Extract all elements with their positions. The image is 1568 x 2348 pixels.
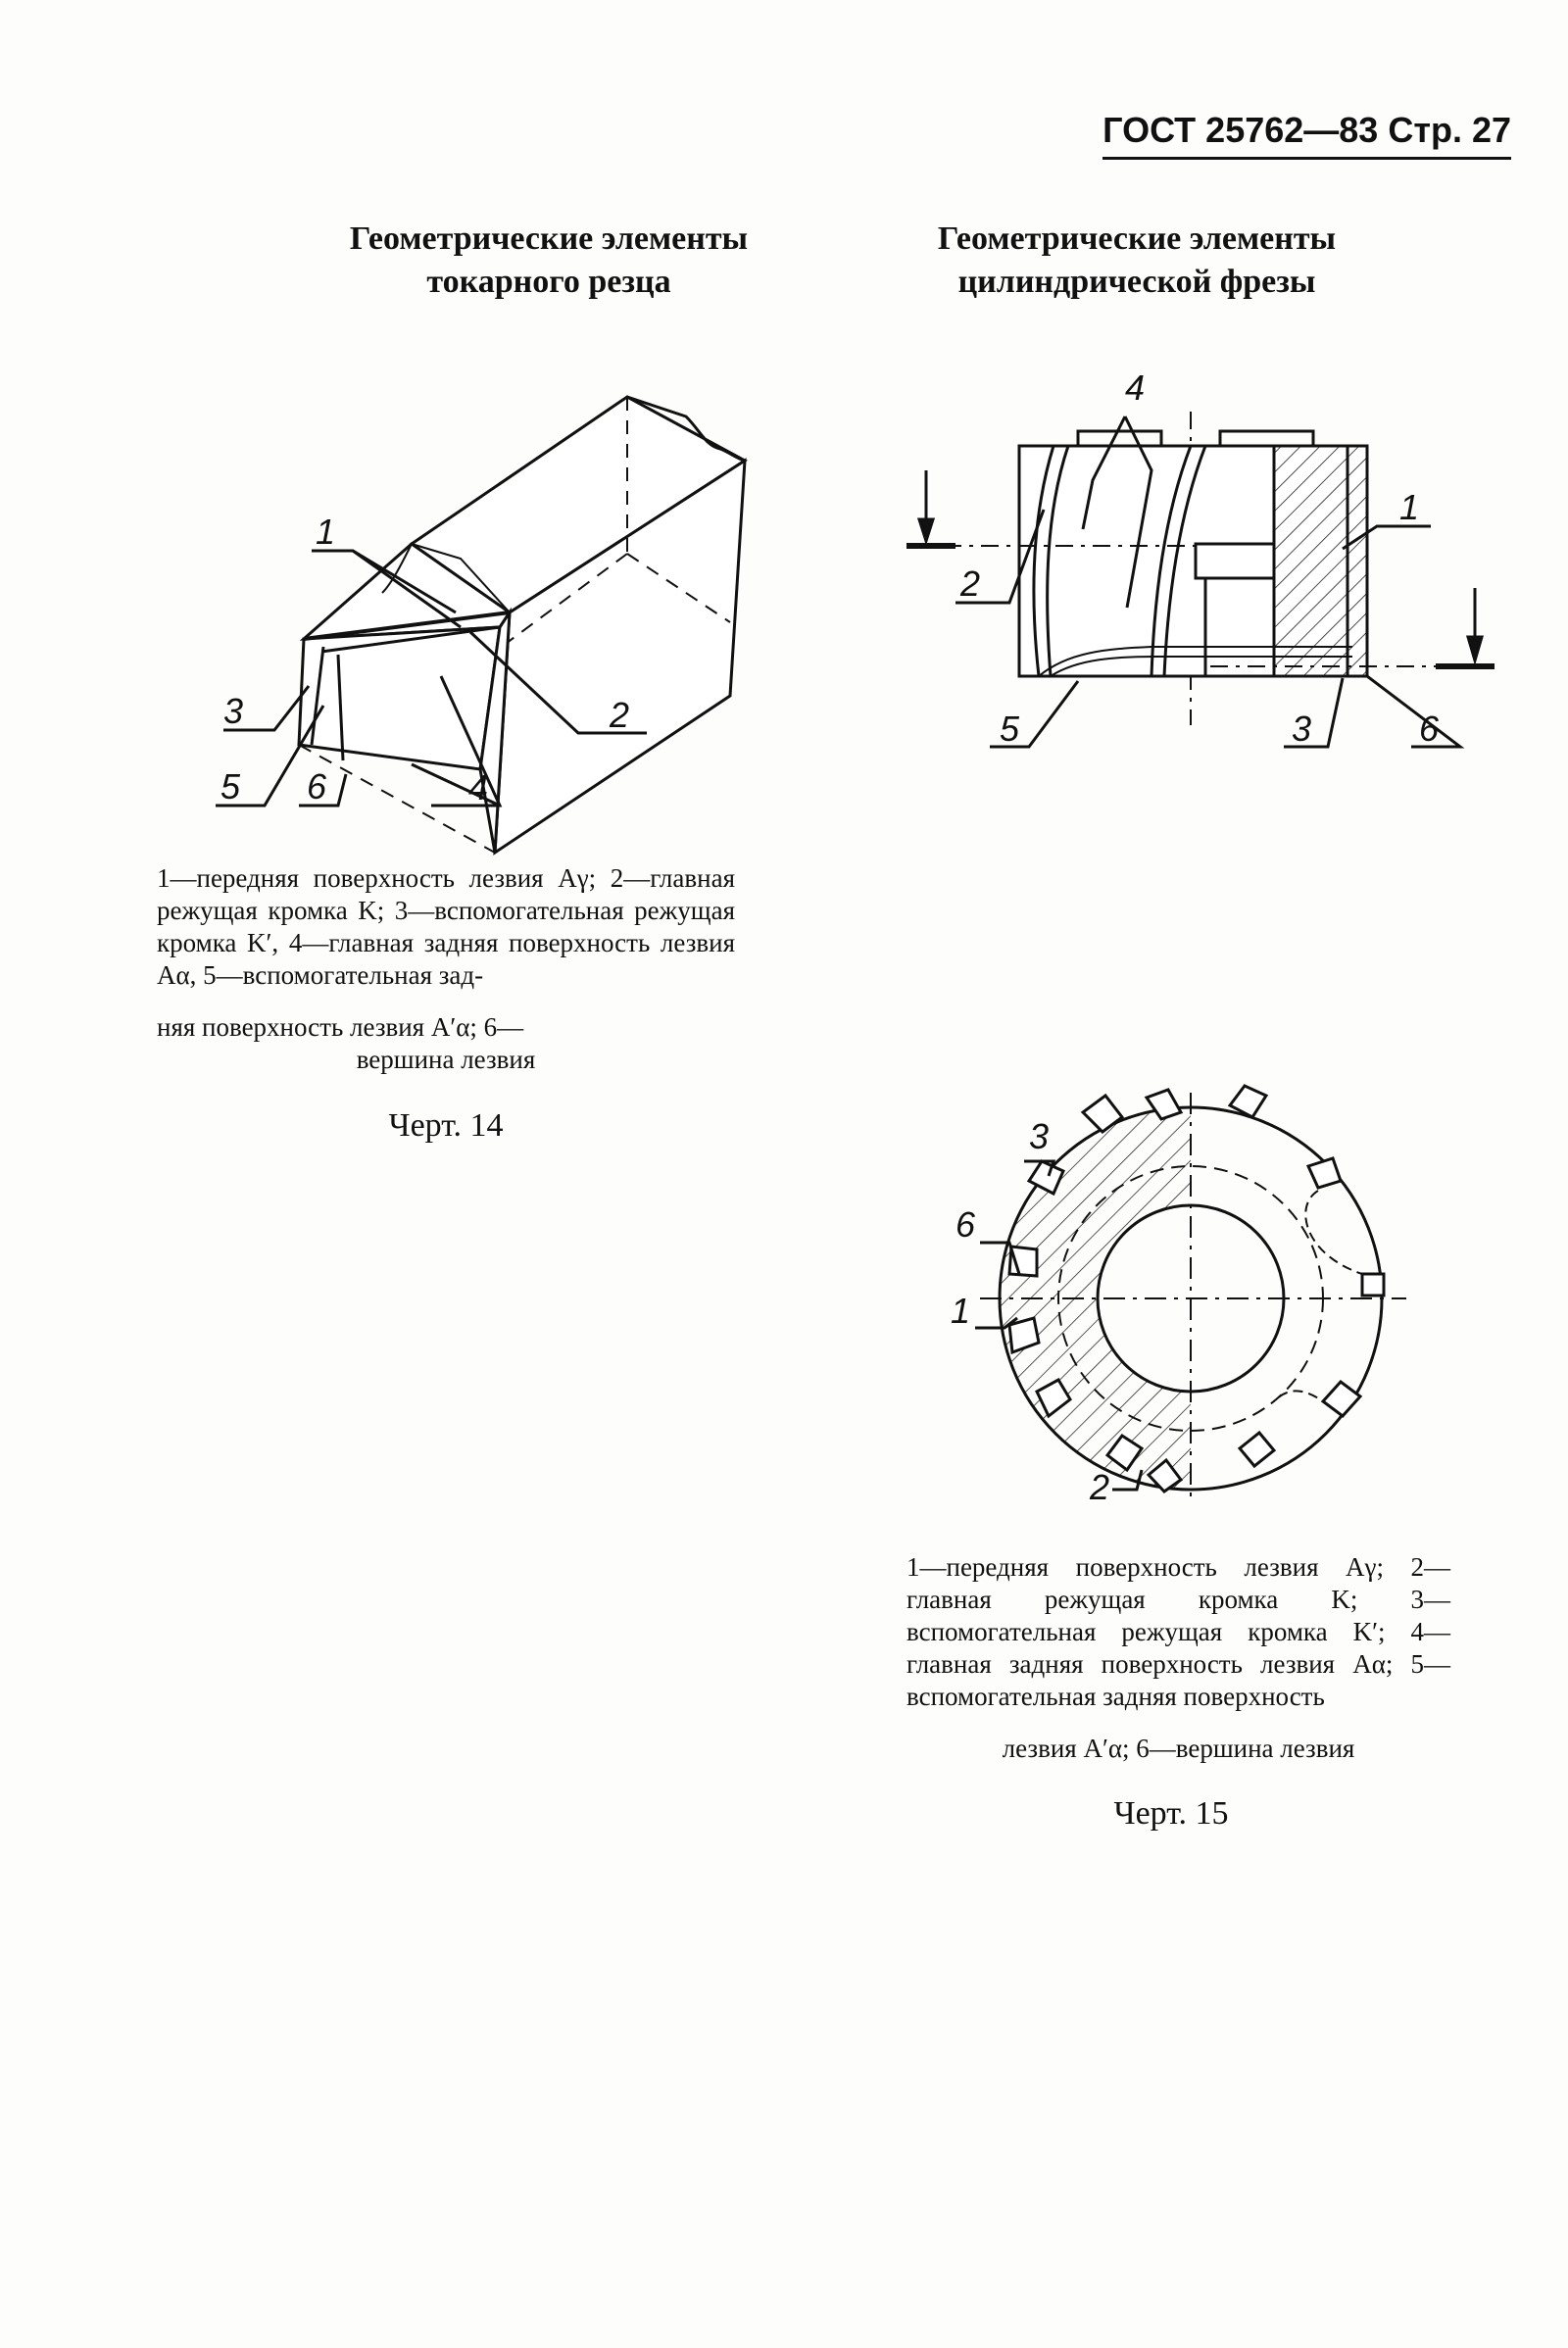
figure14-caption-text: 1—передняя поверхность лезвия Aγ; 2—главная режущая кромка K; 3—вспомогательная режущая кромка K′, 4—главная задняя поверхность лезвия Aα, 5—вспомогательная зад-	[157, 863, 735, 990]
figure14-number: Черт. 14	[388, 1107, 504, 1144]
figure15-caption-text: 1—передняя поверхность лезвия Aγ; 2—главная режущая кромка K; 3—вспомогательная режущая кромка K′; 4—главная задняя поверхность лезвия Aα; 5—вспомогательная задняя поверхность	[906, 1552, 1450, 1711]
fig15-callout-1: 1	[1399, 487, 1420, 527]
figure14-title-line1: Геометрические элементы	[349, 220, 749, 257]
fig15-end-callout-3: 3	[1029, 1116, 1050, 1156]
fig15-callout-4: 4	[1125, 367, 1146, 408]
figure15-caption-text-2: лезвия A′α; 6—вершина лезвия	[1002, 1733, 1355, 1763]
fig15-end-callout-6: 6	[956, 1204, 976, 1245]
fig14-callout-6: 6	[307, 766, 327, 807]
fig15-end-callout-1: 1	[951, 1291, 971, 1331]
figure15-title-line2: цилиндрической фрезы	[957, 264, 1316, 301]
fig15-callout-2: 2	[960, 563, 981, 604]
fig14-callout-5: 5	[220, 766, 241, 807]
figure14-caption-text-3: вершина лезвия	[356, 1044, 536, 1074]
fig15-end-callout-2: 2	[1090, 1467, 1110, 1507]
figure14-caption	[157, 862, 735, 1076]
figure14-title-line2: токарного резца	[426, 264, 671, 301]
fig14-callout-2: 2	[610, 695, 630, 735]
figure15-number: Черт. 15	[1113, 1795, 1229, 1832]
fig15-callout-3: 3	[1292, 709, 1312, 749]
page-header: ГОСТ 25762—83 Стр. 27	[1102, 110, 1511, 160]
figure14-caption-text-2: няя поверхность лезвия A′α; 6—	[157, 1011, 524, 1042]
figure15-title-line1: Геометрические элементы	[937, 220, 1337, 257]
figure15-caption	[906, 1551, 1450, 1765]
fig15-callout-5: 5	[1000, 709, 1020, 749]
fig14-callout-4: 4	[468, 767, 489, 807]
fig14-callout-3: 3	[223, 691, 244, 731]
fig14-callout-1: 1	[316, 512, 336, 552]
fig15-callout-6: 6	[1419, 709, 1440, 749]
